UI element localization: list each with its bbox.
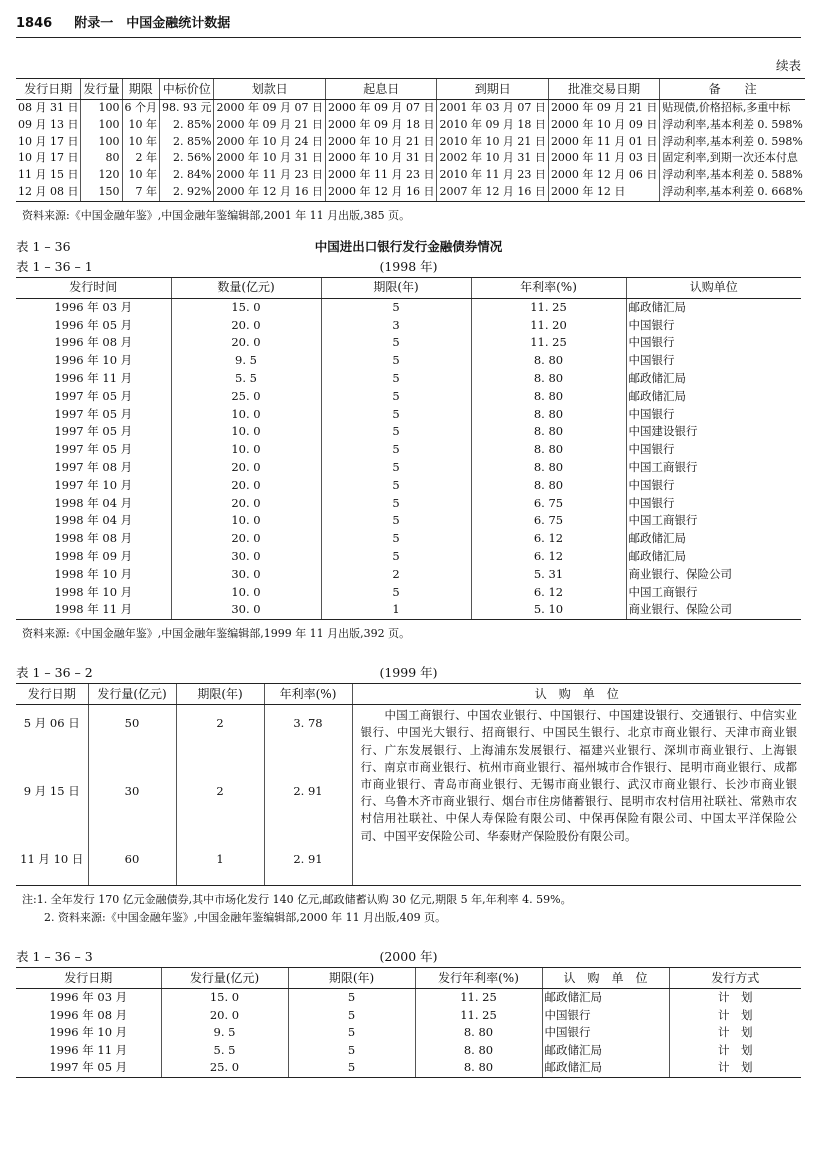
table-cell: 中国银行 bbox=[542, 1007, 669, 1025]
table-cell: 5 bbox=[321, 584, 471, 602]
table-cell: 中国工商银行 bbox=[626, 584, 801, 602]
table-cell: 100 bbox=[81, 134, 122, 151]
table-row bbox=[16, 1042, 801, 1060]
column-header: 发行方式 bbox=[669, 968, 801, 989]
table-cell: 2000 年 09 月 21 日 bbox=[214, 117, 325, 134]
subtable-year: (1998 年) bbox=[379, 258, 438, 274]
table-label: 表 1 – 36 bbox=[16, 238, 71, 254]
table-cell: 1 bbox=[216, 852, 224, 867]
table-cell: 11. 20 bbox=[471, 317, 626, 335]
table-row bbox=[16, 1007, 801, 1025]
table-cell: 邮政储汇局 bbox=[542, 1042, 669, 1060]
table-row bbox=[16, 134, 805, 151]
table-row bbox=[16, 334, 801, 352]
table-cell: 2. 85% bbox=[160, 134, 214, 151]
table-cell: 8. 80 bbox=[471, 370, 626, 388]
table-cell: 5 bbox=[321, 352, 471, 370]
table-cell: 5 bbox=[321, 406, 471, 424]
table-cell: 5 bbox=[321, 512, 471, 530]
column-header: 期限(年) bbox=[288, 968, 415, 989]
table-row bbox=[16, 459, 801, 477]
table-cell: 10 年 bbox=[122, 167, 160, 184]
table-cell: 计 划 bbox=[669, 1059, 801, 1077]
table-cell: 5 bbox=[321, 370, 471, 388]
table-cell: 98. 93 元 bbox=[160, 100, 214, 117]
table-cell: 1996 年 10 月 bbox=[54, 353, 133, 368]
table-cell: 30. 0 bbox=[171, 566, 321, 584]
table-cell: 8. 80 bbox=[471, 477, 626, 495]
table-cell: 8. 80 bbox=[471, 441, 626, 459]
subtable-title-row bbox=[16, 663, 801, 683]
table-cell: 08 月 31 日 bbox=[18, 101, 79, 114]
table-cell: 20. 0 bbox=[171, 317, 321, 335]
table-cell: 5 月 06 日 bbox=[23, 716, 80, 731]
table-cell: 2000 年 10 月 31 日 bbox=[214, 150, 325, 167]
table-cell: 1997 年 05 月 bbox=[54, 442, 133, 457]
table-cell: 5. 31 bbox=[471, 566, 626, 584]
column-header: 起息日 bbox=[325, 79, 436, 100]
table-row bbox=[16, 317, 801, 335]
table-cell: 2 年 bbox=[122, 150, 160, 167]
table-cell: 中国银行 bbox=[626, 334, 801, 352]
table-cell: 2000 年 12 月 16 日 bbox=[325, 184, 436, 201]
table-cell: 2000 年 09 月 07 日 bbox=[214, 100, 325, 117]
table-cell: 30. 0 bbox=[171, 548, 321, 566]
table-cell: 5 bbox=[321, 530, 471, 548]
table-row bbox=[16, 298, 801, 316]
table-cell: 2. 85% bbox=[160, 117, 214, 134]
table-cell: 5 bbox=[321, 298, 471, 316]
bond-issue-table-1998 bbox=[16, 277, 801, 620]
table-cell: 11. 25 bbox=[415, 989, 542, 1007]
column-header: 发行年利率(%) bbox=[415, 968, 542, 989]
table-cell: 5 bbox=[321, 477, 471, 495]
table-cell: 中国银行 bbox=[626, 352, 801, 370]
table-row bbox=[16, 167, 805, 184]
table-cell: 5 bbox=[321, 548, 471, 566]
table-cell: 5 bbox=[288, 1042, 415, 1060]
table-header-row bbox=[16, 277, 801, 298]
column-header: 期限(年) bbox=[176, 684, 264, 705]
table-cell: 商业银行、保险公司 bbox=[626, 566, 801, 584]
table-cell: 2010 年 10 月 21 日 bbox=[437, 134, 548, 151]
table-cell: 1997 年 05 月 bbox=[16, 1059, 161, 1077]
column-header: 发行时间 bbox=[16, 277, 171, 298]
table-cell: 商业银行、保险公司 bbox=[626, 601, 801, 619]
table-cell: 6. 12 bbox=[471, 584, 626, 602]
table-title-row bbox=[16, 237, 801, 257]
table-cell: 2000 年 09 月 21 日 bbox=[548, 100, 659, 117]
column-header: 年利率(%) bbox=[471, 277, 626, 298]
subtable-label: 表 1 – 36 – 2 bbox=[16, 665, 93, 681]
table-cell: 30 bbox=[124, 784, 140, 799]
subtable-year: (1999 年) bbox=[379, 665, 438, 681]
table-cell: 1997 年 08 月 bbox=[54, 459, 133, 474]
subtable-title-row bbox=[16, 947, 801, 967]
table-cell: 1997 年 05 月 bbox=[54, 406, 133, 421]
table-cell: 20. 0 bbox=[161, 1007, 288, 1025]
table-cell: 6 个月 bbox=[122, 100, 160, 117]
table-cell: 中国银行 bbox=[626, 441, 801, 459]
table-header-row bbox=[16, 968, 801, 989]
table-cell: 10. 0 bbox=[171, 406, 321, 424]
table-cell: 贴现债,价格招标,多重中标 bbox=[660, 100, 805, 117]
table-cell: 1997 年 10 月 bbox=[54, 477, 133, 492]
table-cell: 09 月 13 日 bbox=[18, 117, 79, 131]
table-cell: 2000 年 10 月 09 日 bbox=[548, 117, 659, 134]
table-cell: 5 bbox=[288, 989, 415, 1007]
table-cell: 20. 0 bbox=[171, 495, 321, 513]
table-cell: 10 月 17 日 bbox=[18, 151, 79, 165]
table-cell: 浮动利率,基本利差 0. 598% bbox=[660, 117, 805, 134]
table-cell: 8. 80 bbox=[471, 459, 626, 477]
table-cell: 2. 56% bbox=[160, 150, 214, 167]
column-header: 中标价位 bbox=[160, 79, 214, 100]
table-cell: 8. 80 bbox=[471, 388, 626, 406]
table-cell: 1998 年 09 月 bbox=[54, 548, 133, 563]
table-cell: 12 月 08 日 bbox=[16, 184, 81, 201]
column-header: 发行日期 bbox=[16, 684, 88, 705]
table-cell: 5 bbox=[321, 441, 471, 459]
table-row bbox=[16, 477, 801, 495]
column-header: 划款日 bbox=[214, 79, 325, 100]
table-header-row bbox=[16, 79, 805, 100]
table-notes bbox=[22, 891, 801, 927]
table-cell: 2000 年 12 月 06 日 bbox=[548, 167, 659, 184]
subtable-title-row bbox=[16, 257, 801, 277]
table-cell: 10 月 17 日 bbox=[18, 134, 79, 148]
table-cell: 邮政储汇局 bbox=[542, 989, 669, 1007]
table-cell: 2. 92% bbox=[160, 184, 214, 201]
table-cell: 1996 年 10 月 bbox=[49, 1025, 128, 1040]
subtable-year: (2000 年) bbox=[379, 949, 438, 965]
table-cell: 2000 年 12 月 16 日 bbox=[214, 184, 325, 201]
table-cell: 1998 年 08 月 bbox=[54, 531, 133, 546]
note-2: 2. 资料来源:《中国金融年鉴》,中国金融年鉴编辑部,2000 年 11 月出版,409 页。 bbox=[44, 911, 447, 925]
table-cell: 5. 5 bbox=[171, 370, 321, 388]
table-cell: 1 bbox=[321, 601, 471, 619]
table-row bbox=[16, 1024, 801, 1042]
page-header bbox=[16, 0, 801, 38]
table-row bbox=[16, 989, 801, 1007]
column-header: 发行量(亿元) bbox=[88, 684, 176, 705]
table-cell: 5 bbox=[288, 1007, 415, 1025]
table-cell: 2000 年 09 月 07 日 bbox=[325, 100, 436, 117]
table-cell: 计 划 bbox=[669, 989, 801, 1007]
table-cell: 10. 0 bbox=[171, 512, 321, 530]
table-cell: 10. 0 bbox=[171, 441, 321, 459]
table-cell: 1998 年 10 月 bbox=[54, 566, 133, 581]
table-cell: 20. 0 bbox=[171, 477, 321, 495]
table-cell: 1996 年 08 月 bbox=[49, 1007, 128, 1022]
table-cell: 2000 年 11 月 03 日 bbox=[548, 150, 659, 167]
table-cell: 中国银行 bbox=[542, 1024, 669, 1042]
table-cell: 邮政储汇局 bbox=[626, 548, 801, 566]
table-cell: 邮政储汇局 bbox=[626, 298, 801, 316]
table-cell: 15. 0 bbox=[171, 298, 321, 316]
table-cell: 计 划 bbox=[669, 1024, 801, 1042]
subscriber-list: 中国工商银行、中国农业银行、中国银行、中国建设银行、交通银行、中信实业银行、中国光大银行、招商银行、中国民生银行、北京市商业银行、天津市商业银行、广东发展银行、上海浦东发展银行、福建兴业银行、深圳市商业银行、上海银行、南京市商业银行、杭州市商业银行、福州城市合作银行、昆明市商业银行、成都市商业银行、青岛市商业银行、无锡市商业银行、武汉市商业银行、长沙市商业银行、乌鲁木齐市商业银行、烟台市住房储蓄银行、昆明市农村信用社联社、常熟市农村信用社联社、中保人寿保险有限公司、中保再保险有限公司、中国太平洋保险公司、中国平安保险公司、华泰财产保险股份有限公司。 bbox=[352, 705, 801, 886]
table-row bbox=[16, 406, 801, 424]
table-cell: 中国银行 bbox=[626, 317, 801, 335]
table-cell: 6. 12 bbox=[471, 530, 626, 548]
table-row bbox=[16, 495, 801, 513]
table-cell: 1997 年 05 月 bbox=[54, 424, 133, 439]
table-cell: 8. 80 bbox=[415, 1059, 542, 1077]
table-cell: 5 bbox=[288, 1059, 415, 1077]
table-row bbox=[16, 441, 801, 459]
table-cell: 中国银行 bbox=[626, 477, 801, 495]
bond-issue-table-2000-continued bbox=[16, 78, 805, 202]
table-cell: 25. 0 bbox=[171, 388, 321, 406]
table-row bbox=[16, 705, 801, 886]
table-cell: 5 bbox=[288, 1024, 415, 1042]
table-cell: 60 bbox=[124, 852, 140, 867]
table-cell: 1996 年 11 月 bbox=[54, 370, 133, 385]
table-cell: 10 年 bbox=[122, 117, 160, 134]
table-cell: 浮动利率,基本利差 0. 588% bbox=[660, 167, 805, 184]
table-cell: 5. 10 bbox=[471, 601, 626, 619]
table-cell: 2000 年 10 月 24 日 bbox=[214, 134, 325, 151]
table-cell: 1996 年 08 月 bbox=[54, 335, 133, 350]
table-cell: 2. 84% bbox=[160, 167, 214, 184]
table-cell: 11 月 15 日 bbox=[18, 168, 79, 182]
table-cell: 10. 0 bbox=[171, 584, 321, 602]
table-cell: 2010 年 11 月 23 日 bbox=[437, 167, 548, 184]
table-cell: 计 划 bbox=[669, 1042, 801, 1060]
table-cell: 2000 年 10 月 31 日 bbox=[325, 150, 436, 167]
column-header: 年利率(%) bbox=[264, 684, 352, 705]
column-header: 期限(年) bbox=[321, 277, 471, 298]
table-cell: 2000 年 11 月 01 日 bbox=[548, 134, 659, 151]
table-cell: 15. 0 bbox=[161, 989, 288, 1007]
table-cell: 150 bbox=[81, 184, 122, 201]
table-cell: 邮政储汇局 bbox=[542, 1059, 669, 1077]
table-cell: 20. 0 bbox=[171, 334, 321, 352]
table-cell: 8. 80 bbox=[471, 352, 626, 370]
table-cell: 1996 年 05 月 bbox=[54, 317, 133, 332]
table-cell: 1998 年 10 月 bbox=[54, 584, 133, 599]
table-cell: 20. 0 bbox=[171, 530, 321, 548]
table-row bbox=[16, 423, 801, 441]
table-cell: 邮政储汇局 bbox=[626, 388, 801, 406]
table-cell: 8. 80 bbox=[471, 406, 626, 424]
table-cell: 9 月 15 日 bbox=[23, 784, 80, 799]
table-cell: 2 bbox=[216, 716, 224, 731]
table-cell: 1997 年 05 月 bbox=[54, 388, 133, 403]
bond-issue-table-1999 bbox=[16, 683, 801, 886]
table-cell: 3. 78 bbox=[293, 716, 323, 731]
table-cell: 2000 年 11 月 23 日 bbox=[325, 167, 436, 184]
table-row bbox=[16, 601, 801, 619]
table-cell: 浮动利率,基本利差 0. 668% bbox=[660, 184, 805, 201]
table-cell: 2001 年 03 月 07 日 bbox=[437, 100, 548, 117]
table-row bbox=[16, 530, 801, 548]
table-cell: 2000 年 11 月 23 日 bbox=[214, 167, 325, 184]
table-cell: 30. 0 bbox=[171, 601, 321, 619]
column-header: 认 购 单 位 bbox=[542, 968, 669, 989]
column-header: 认 购 单 位 bbox=[352, 684, 801, 705]
table-cell: 2 bbox=[321, 566, 471, 584]
table-row bbox=[16, 370, 801, 388]
note-1: 注:1. 全年发行 170 亿元金融债券,其中市场化发行 140 亿元,邮政储蓄认购 30 亿元,期限 5 年,年利率 4. 59%。 bbox=[22, 893, 572, 907]
table-cell: 10 年 bbox=[122, 134, 160, 151]
table-cell: 5 bbox=[321, 423, 471, 441]
table-cell: 9. 5 bbox=[171, 352, 321, 370]
table-header-row bbox=[16, 684, 801, 705]
table-cell: 6. 75 bbox=[471, 512, 626, 530]
page-number: 1846 bbox=[16, 16, 53, 31]
table-cell: 中国银行 bbox=[626, 406, 801, 424]
table-cell: 25. 0 bbox=[161, 1059, 288, 1077]
table-cell: 7 年 bbox=[122, 184, 160, 201]
subtable-label: 表 1 – 36 – 1 bbox=[16, 258, 93, 274]
table-cell: 固定利率,到期一次还本付息 bbox=[660, 150, 805, 167]
table-cell: 20. 0 bbox=[171, 459, 321, 477]
table-cell: 5 bbox=[321, 459, 471, 477]
source-note: 资料来源:《中国金融年鉴》,中国金融年鉴编辑部,1999 年 11 月出版,392 页。 bbox=[22, 627, 411, 641]
column-header: 批准交易日期 bbox=[548, 79, 659, 100]
table-cell: 100 bbox=[81, 117, 122, 134]
column-header: 发行日期 bbox=[16, 79, 81, 100]
column-header: 发行量 bbox=[81, 79, 122, 100]
column-header: 期限 bbox=[122, 79, 160, 100]
table-row bbox=[16, 352, 801, 370]
table-cell: 2000 年 09 月 18 日 bbox=[325, 117, 436, 134]
table-cell: 11. 25 bbox=[471, 334, 626, 352]
table-cell: 50 bbox=[124, 716, 140, 731]
table-row bbox=[16, 388, 801, 406]
table-cell: 3 bbox=[321, 317, 471, 335]
table-cell: 邮政储汇局 bbox=[626, 530, 801, 548]
column-header: 到期日 bbox=[437, 79, 548, 100]
table-cell: 8. 80 bbox=[415, 1024, 542, 1042]
table-cell: 邮政储汇局 bbox=[626, 370, 801, 388]
table-cell: 1998 年 04 月 bbox=[54, 495, 133, 510]
table-cell: 浮动利率,基本利差 0. 598% bbox=[660, 134, 805, 151]
table-cell: 6. 12 bbox=[471, 548, 626, 566]
table-cell: 1996 年 03 月 bbox=[54, 299, 133, 314]
table-cell: 11 月 10 日 bbox=[20, 852, 84, 867]
table-cell: 1998 年 11 月 bbox=[16, 601, 171, 619]
table-row bbox=[16, 100, 805, 117]
table-cell: 中国建设银行 bbox=[626, 423, 801, 441]
table-cell: 100 bbox=[81, 100, 122, 117]
table-cell: 80 bbox=[81, 150, 122, 167]
column-header: 发行量(亿元) bbox=[161, 968, 288, 989]
table-cell: 2000 年 12 日 bbox=[548, 184, 659, 201]
table-cell: 2 bbox=[216, 784, 224, 799]
table-cell: 8. 80 bbox=[471, 423, 626, 441]
column-header: 发行日期 bbox=[16, 968, 161, 989]
table-cell: 5 bbox=[321, 495, 471, 513]
table-cell: 5 bbox=[321, 388, 471, 406]
table-row bbox=[16, 150, 805, 167]
column-header: 备 注 bbox=[660, 79, 805, 100]
table-cell: 120 bbox=[81, 167, 122, 184]
table-cell: 10. 0 bbox=[171, 423, 321, 441]
table-cell: 2002 年 10 月 31 日 bbox=[437, 150, 548, 167]
table-cell: 1998 年 04 月 bbox=[54, 513, 133, 528]
table-cell: 2000 年 10 月 21 日 bbox=[325, 134, 436, 151]
table-row bbox=[16, 584, 801, 602]
table-cell: 2. 91 bbox=[293, 852, 323, 867]
bond-issue-table-2000 bbox=[16, 967, 801, 1078]
table-row bbox=[16, 548, 801, 566]
table-cell: 计 划 bbox=[669, 1007, 801, 1025]
table-cell: 5. 5 bbox=[161, 1042, 288, 1060]
table-cell: 9. 5 bbox=[161, 1024, 288, 1042]
table-cell: 2. 91 bbox=[293, 784, 323, 799]
table-cell: 中国工商银行 bbox=[626, 512, 801, 530]
column-header: 认购单位 bbox=[626, 277, 801, 298]
document-page bbox=[16, 0, 801, 1078]
table-cell: 1996 年 11 月 bbox=[49, 1042, 128, 1057]
column-header: 数量(亿元) bbox=[171, 277, 321, 298]
table-cell: 2010 年 09 月 18 日 bbox=[437, 117, 548, 134]
table-row bbox=[16, 566, 801, 584]
table-cell: 11. 25 bbox=[415, 1007, 542, 1025]
subtable-label: 表 1 – 36 – 3 bbox=[16, 949, 93, 965]
table-title: 中国进出口银行发行金融债券情况 bbox=[314, 238, 503, 254]
table-cell: 1996 年 03 月 bbox=[49, 990, 128, 1005]
table-cell: 6. 75 bbox=[471, 495, 626, 513]
continued-label: 续表 bbox=[775, 58, 801, 73]
table-row bbox=[16, 1059, 801, 1077]
table-cell: 2007 年 12 月 16 日 bbox=[437, 184, 548, 201]
running-title: 附录一 中国金融统计数据 bbox=[74, 16, 231, 31]
source-note: 资料来源:《中国金融年鉴》,中国金融年鉴编辑部,2001 年 11 月出版,385 页。 bbox=[22, 208, 411, 222]
table-cell: 11. 25 bbox=[471, 298, 626, 316]
table-row bbox=[16, 117, 805, 134]
table-cell: 8. 80 bbox=[415, 1042, 542, 1060]
table-cell: 5 bbox=[321, 334, 471, 352]
table-row bbox=[16, 512, 801, 530]
table-cell: 中国工商银行 bbox=[626, 459, 801, 477]
table-row bbox=[16, 184, 805, 201]
table-cell: 中国银行 bbox=[626, 495, 801, 513]
